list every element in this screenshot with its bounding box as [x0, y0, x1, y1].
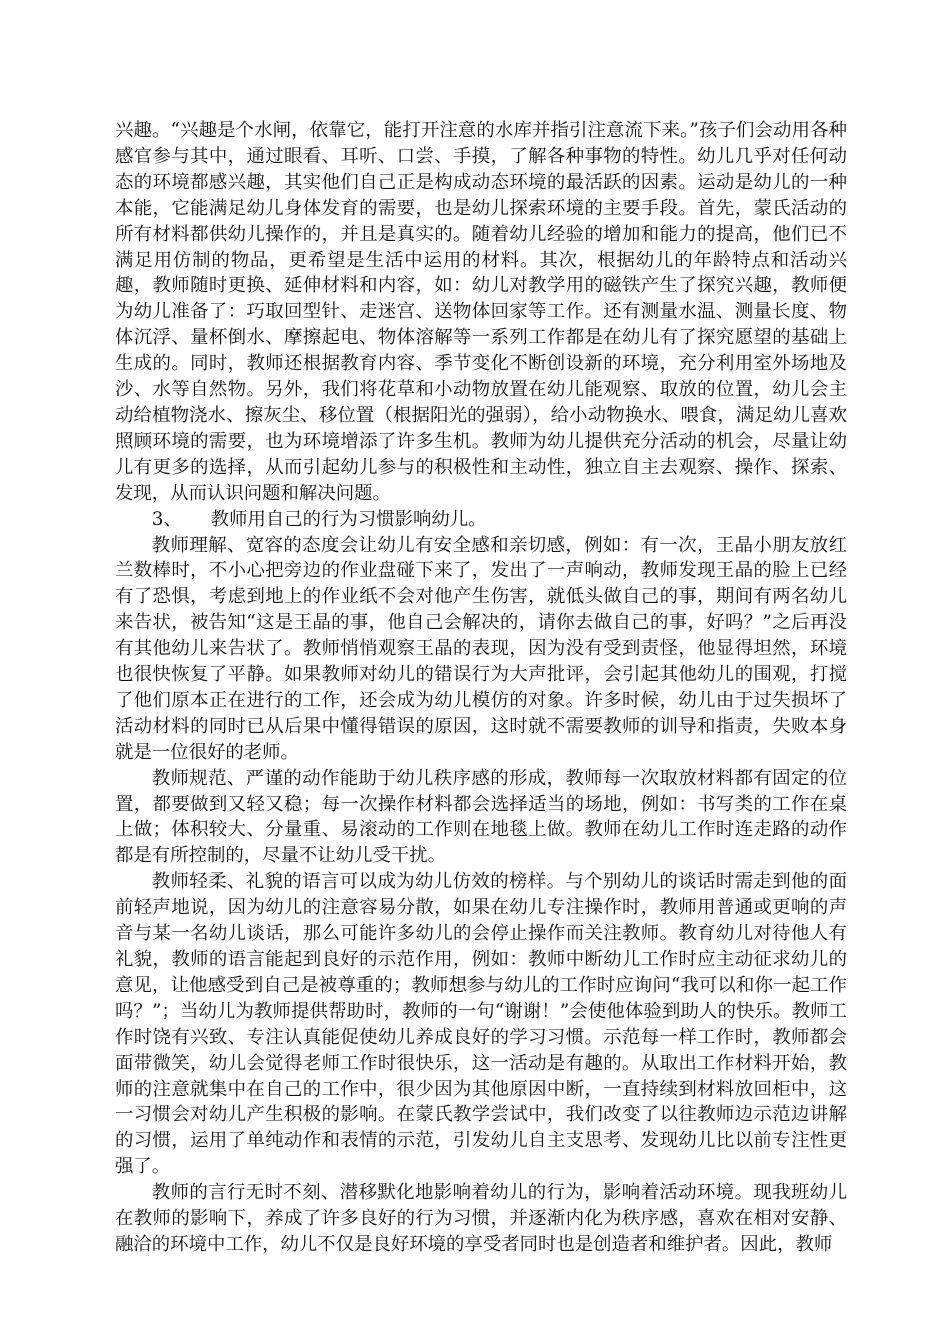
- document-page: [115, 118, 847, 1258]
- paragraph-interest: 兴趣。“兴趣是个水闸，依靠它，能打开注意的水库并指引注意流下来。”孩子们会动用各种感官参与其中，通过眼看、耳听、口尝、手摸，了解各种事物的特性。幼儿几乎对任何动态的环境都感兴趣，其实他们自己正是构成动态环境的最活跃的因素。运动是幼儿的一种本能，它能满足幼儿身体发育的需要，也是幼儿探索环境的主要手段。首先，蒙氏活动的所有材料都供幼儿操作的，并且是真实的。随着幼儿经验的增加和能力的提高，他们已不满足用仿制的物品，更希望是生活中运用的材料。其次，根据幼儿的年龄特点和活动兴趣，教师随时更换、延伸材料和内容，如：幼儿对教学用的磁铁产生了探究兴趣，教师便为幼儿准备了：巧取回型针、走迷宫、送物体回家等工作。还有测量水温、测量长度、物体沉浮、量杯倒水、摩擦起电、物体溶解等一系列工作都是在幼儿有了探究愿望的基础上生成的。同时，教师还根据教育内容、季节变化不断创设新的环境，充分利用室外场地及沙、水等自然物。另外，我们将花草和小动物放置在幼儿能观察、取放的位置，幼儿会主动给植物浇水、擦灰尘、移位置（根据阳光的强弱），给小动物换水、喂食，满足幼儿喜欢照顾环境的需要，也为环境增添了许多生机。教师为幼儿提供充分活动的机会，尽量让幼儿有更多的选择，从而引起幼儿参与的积极性和主动性，独立自主去观察、操作、探索、发现，从而认识问题和解决问题。: [115, 120, 847, 504]
- section-heading-text: 教师用自己的行为习惯影响幼儿。: [210, 508, 487, 530]
- section-heading-number: 3、: [151, 508, 182, 530]
- paragraph-teacher-influence: 教师的言行无时不刻、潜移默化地影响着幼儿的行为，影响着活动环境。现我班幼儿在教师的影响下，养成了许多良好的行为习惯，并逐渐内化为秩序感，喜欢在相对安静、融洽的环境中工作，幼儿不仅是良好环境的享受者同时也是创造者和维护者。因此，教师: [115, 1182, 847, 1255]
- paragraph-standard-actions: 教师规范、严谨的动作能助于幼儿秩序感的形成，教师每一次取放材料都有固定的位置，都要做到又轻又稳；每一次操作材料都会选择适当的场地，例如：书写类的工作在桌上做；体积较大、分量重、易滚动的工作则在地毯上做。教师在幼儿工作时连走路的动作都是有所控制的，尽量不让幼儿受干扰。: [115, 767, 847, 867]
- section-heading-3: [115, 507, 847, 533]
- paragraph-polite-language: 教师轻柔、礼貌的语言可以成为幼儿仿效的榜样。与个别幼儿的谈话时需走到他的面前轻声地说，因为幼儿的注意容易分散，如果在幼儿专注操作时，教师用普通或更响的声音与某一名幼儿谈话，那么可能许多幼儿的会停止操作而关注教师。教育幼儿对待他人有礼貌，教师的语言能起到良好的示范作用，例如：教师中断幼儿工作时应主动征求幼儿的意见，让他感受到自己是被尊重的；教师想参与幼儿的工作时应询问“我可以和你一起工作吗？”；当幼儿为教师提供帮助时，教师的一句“谢谢！”会使他体验到助人的快乐。教师工作时饶有兴致、专注认真能促使幼儿养成良好的学习习惯。示范每一样工作时，教师都会面带微笑，幼儿会觉得老师工作时很快乐，这一活动是有趣的。从取出工作材料开始，教师的注意就集中在自己的工作中，很少因为其他原因中断，一直持续到材料放回柜中，这一习惯会对幼儿产生积极的影响。在蒙氏教学尝试中，我们改变了以往教师边示范边讲解的习惯，运用了单纯动作和表情的示范，引发幼儿自主支思考、发现幼儿比以前专注性更强了。: [115, 871, 847, 1178]
- paragraph-understanding-attitude: 教师理解、宽容的态度会让幼儿有安全感和亲切感，例如：有一次，王晶小朋友放红兰数棒时，不小心把旁边的作业盘碰下来了，发出了一声响动，教师发现王晶的脸上已经有了恐惧，考虑到地上的作业纸不会对他产生伤害，就低头做自己的事，期间有两名幼儿来告状，被告知“这是王晶的事，他自己会解决的，请你去做自己的事，好吗？”之后再没有其他幼儿来告状了。教师悄悄观察王晶的表现，因为没有受到责怪，他显得坦然，环境也很快恢复了平静。如果教师对幼儿的错误行为大声批评，会引起其他幼儿的围观，打搅了他们原本正在进行的工作，还会成为幼儿模仿的对象。许多时候，幼儿由于过失损坏了活动材料的同时已从后果中懂得错误的原因，这时就不需要教师的训导和指责，失败本身就是一位很好的老师。: [115, 534, 847, 763]
